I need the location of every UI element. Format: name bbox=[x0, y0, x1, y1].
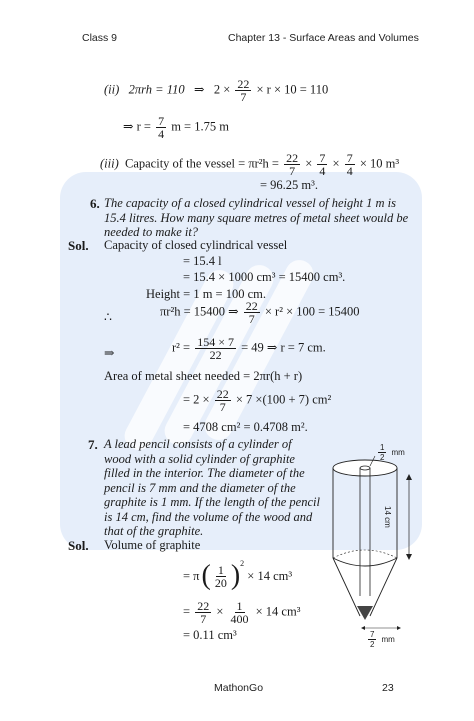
sol7-line2: = π ( $\frac{1}{20}$ ) $^2$ × 14 cm³ bbox=[183, 559, 293, 591]
sol6-therefore: ∴ bbox=[104, 310, 112, 324]
sol6-line8: = 2 × $\frac{22}{7}$ × 7 ×(100 + 7) cm² bbox=[183, 387, 332, 414]
part-ii-line1: (ii) 2πrh = 110 ⇒ 2 × $\frac{22}{7}$ × r × 10 = 110 bbox=[104, 77, 329, 104]
figure-top-dimension: $\frac{1}{2}$ mm bbox=[380, 443, 405, 462]
graphite-tip bbox=[357, 606, 373, 620]
cone-left-edge bbox=[333, 558, 360, 616]
sol7-line4: = 0.11 cm³ bbox=[183, 628, 237, 642]
sol7-line3: = $\frac{22}{7}$ × $\frac{1}{400}$ × 14 cm³ bbox=[183, 599, 301, 626]
question-7-number: 7. bbox=[88, 437, 98, 452]
header-class: Class 9 bbox=[82, 32, 118, 44]
question-6-text: The capacity of a closed cylindrical vessel of height 1 m is 15.4 litres. How many square metres of metal sheet would be needed to make it? bbox=[104, 196, 409, 239]
sol6-line3: = 15.4 × 1000 cm³ = 15400 cm³. bbox=[183, 270, 346, 284]
question-6-number: 6. bbox=[90, 196, 100, 211]
graphite-top-ellipse bbox=[360, 466, 370, 470]
sol6-line9: = 4708 cm² = 0.4708 m². bbox=[183, 420, 308, 434]
figure-length-label: 14 cm bbox=[383, 506, 392, 528]
footer-page-number: 23 bbox=[382, 682, 394, 694]
fraction-22-7: $\frac{22}{7}$ bbox=[237, 77, 250, 104]
sol6-line7: Area of metal sheet needed = 2πr(h + r) bbox=[104, 369, 303, 383]
question-7-text: A lead pencil consists of a cylinder of wood with a solid cylinder of graphite filled in the interior. The diameter of the pencil is 7 mm and the diameter of the graphite is 1 mm. If the length of the pencil is 14 cm, find the volume of the wood and that of the graphite. bbox=[104, 437, 320, 538]
part-iii-result: = 96.25 m³. bbox=[260, 178, 319, 192]
fraction-7-4: $\frac{7}{4}$ bbox=[158, 114, 165, 141]
part-ii-line2: ⇒ r = $\frac{7}{4}$ m = 1.75 m bbox=[123, 114, 229, 141]
pencil-base-ellipse bbox=[333, 558, 397, 566]
sol6-line6: r² = $\frac{154 \times 7}{22}$ = 49 ⇒ r = 7 cm. bbox=[172, 335, 326, 362]
pencil-figure bbox=[320, 438, 420, 648]
footer-brand: MathonGo bbox=[214, 682, 264, 694]
sol7-line1: Volume of graphite bbox=[104, 538, 201, 552]
figure-bottom-dimension: $\frac{7}{2}$ mm bbox=[370, 630, 395, 649]
cone-right-edge bbox=[370, 558, 397, 616]
solution-7-label: Sol. bbox=[68, 538, 89, 553]
sol6-line4: Height = 1 m = 100 cm. bbox=[146, 287, 266, 301]
sol6-implies: ⇒ bbox=[104, 346, 115, 360]
sol6-line2: = 15.4 l bbox=[183, 254, 222, 268]
part-iii-line1: (iii) Capacity of the vessel = πr²h = $\frac{22}{7}$ × $\frac{7}{4}$ × $\frac{7}{4}$ × 10 m³ bbox=[100, 151, 400, 178]
solution-6-label: Sol. bbox=[68, 238, 89, 253]
header-chapter: Chapter 13 - Surface Areas and Volumes bbox=[228, 32, 419, 44]
sol6-line1: Capacity of closed cylindrical vessel bbox=[104, 238, 288, 252]
sol6-line5: πr²h = 15400 ⇒ $\frac{22}{7}$ × r² × 100 = 15400 bbox=[160, 299, 360, 326]
